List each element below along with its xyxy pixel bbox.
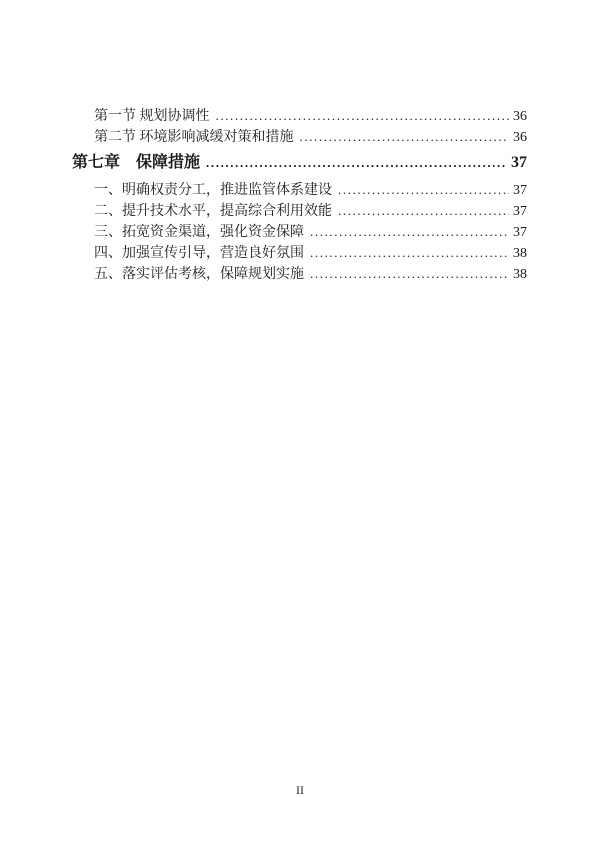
toc-entry-page: 36 [513, 130, 527, 145]
toc-entry-label: 二、提升技术水平，提高综合利用效能 [94, 204, 332, 219]
toc-entry-page: 37 [513, 225, 527, 240]
toc-entry-label: 五、落实评估考核，保障规划实施 [94, 267, 304, 282]
dot-leader [338, 179, 509, 200]
toc-entry-label: 第一节 规划协调性 [94, 109, 210, 124]
toc-entry-page: 37 [513, 204, 527, 219]
table-of-contents [72, 105, 527, 284]
toc-entry-item-2[interactable] [72, 200, 527, 221]
toc-entry-label: 四、加强宣传引导，营造良好氛围 [94, 246, 304, 261]
toc-entry-label: 三、拓宽资金渠道，强化资金保障 [94, 225, 304, 240]
dot-leader [206, 147, 507, 179]
dot-leader [310, 263, 509, 284]
footer-page-number: II [296, 783, 304, 797]
toc-entry-item-4[interactable] [72, 242, 527, 263]
toc-entry-label: 第七章 保障措施 [72, 154, 201, 171]
dot-leader [300, 126, 510, 147]
toc-entry-item-3[interactable] [72, 221, 527, 242]
toc-entry-section-1[interactable] [72, 105, 527, 126]
dot-leader [310, 242, 509, 263]
toc-entry-chapter-7[interactable] [72, 147, 527, 179]
dot-leader [338, 200, 509, 221]
toc-entry-item-1[interactable] [72, 179, 527, 200]
toc-entry-page: 37 [513, 183, 527, 198]
dot-leader [310, 221, 509, 242]
toc-entry-page: 38 [513, 267, 527, 282]
toc-entry-label: 一、明确权责分工，推进监管体系建设 [94, 183, 332, 198]
toc-entry-section-2[interactable] [72, 126, 527, 147]
dot-leader [216, 105, 510, 126]
toc-entry-page: 38 [513, 246, 527, 261]
toc-entry-page: 37 [511, 154, 527, 171]
toc-entry-page: 36 [513, 109, 527, 124]
toc-entry-label: 第二节 环境影响减缓对策和措施 [94, 130, 294, 145]
toc-entry-item-5[interactable] [72, 263, 527, 284]
